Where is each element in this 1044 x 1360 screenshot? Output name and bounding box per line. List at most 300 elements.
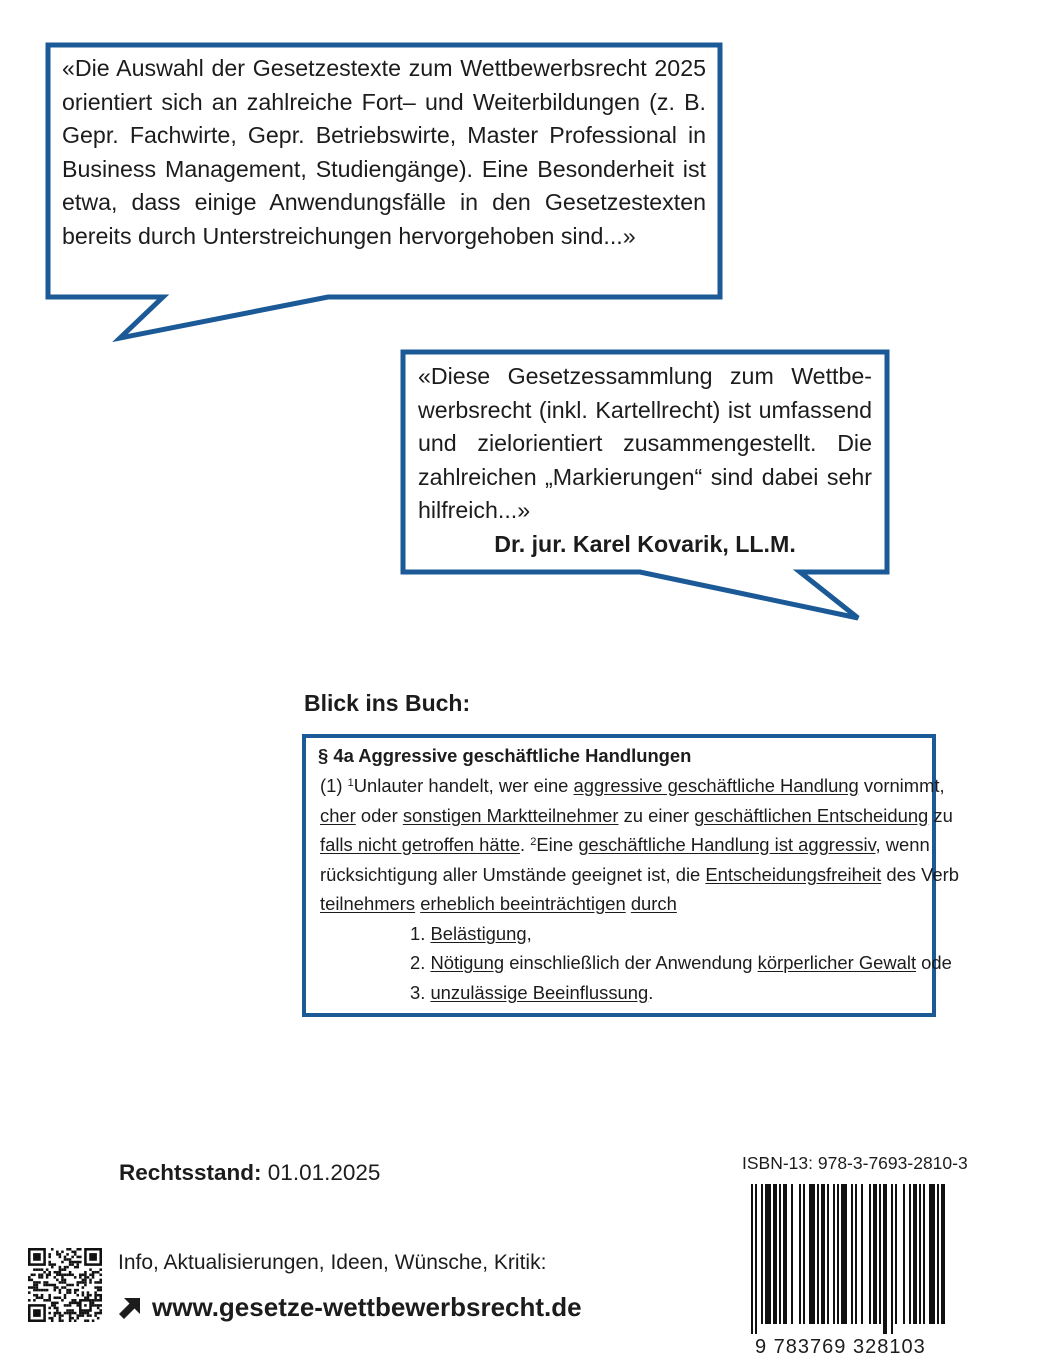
excerpt-line xyxy=(320,771,945,801)
qr-module xyxy=(38,1274,41,1277)
qr-module xyxy=(64,1256,67,1259)
excerpt-line xyxy=(320,860,959,890)
qr-module xyxy=(94,1271,97,1274)
qr-module xyxy=(82,1314,85,1317)
qr-module xyxy=(76,1314,79,1317)
barcode-bar xyxy=(773,1184,777,1324)
barcode-bar xyxy=(755,1184,757,1334)
qr-module xyxy=(64,1296,67,1299)
qr-module xyxy=(46,1268,49,1271)
qr-module xyxy=(46,1274,49,1277)
qr-module xyxy=(69,1248,72,1251)
qr-module xyxy=(48,1299,51,1302)
qr-module xyxy=(71,1263,74,1266)
qr-module xyxy=(59,1271,62,1274)
legal-status xyxy=(119,1160,380,1186)
qr-module xyxy=(69,1291,72,1294)
qr-module xyxy=(61,1319,64,1322)
qr-module xyxy=(41,1274,44,1277)
qr-module xyxy=(31,1279,34,1282)
qr-module xyxy=(28,1291,31,1294)
qr-module xyxy=(99,1279,102,1282)
qr-module xyxy=(99,1299,102,1302)
underlined-phrase: Entscheidungsfreiheit xyxy=(705,864,882,885)
qr-module xyxy=(74,1266,77,1269)
underlined-phrase: perlicher Gewalt xyxy=(783,952,917,973)
qr-module xyxy=(89,1253,97,1261)
qr-module xyxy=(59,1256,62,1259)
qr-module xyxy=(48,1271,51,1274)
qr-module xyxy=(64,1286,67,1289)
barcode-bar xyxy=(837,1184,839,1324)
review-quote-2-text: «Diese Gesetzessammlung zum Wettbewerbsrecht (inkl. Kartellrecht) ist umfassend und zielorientiert zusammengestellt. Die zahlreichen „Markierungen“ sind dabei sehr hilfreich...» xyxy=(418,363,872,523)
qr-module xyxy=(79,1248,82,1251)
qr-module xyxy=(41,1276,44,1279)
qr-module xyxy=(54,1284,57,1287)
qr-module xyxy=(43,1299,46,1302)
qr-module xyxy=(74,1251,77,1254)
qr-module xyxy=(89,1281,92,1284)
excerpt-line xyxy=(320,889,677,919)
qr-module xyxy=(31,1274,34,1277)
book-preview-title: Blick ins Buch: xyxy=(304,690,471,716)
qr-module xyxy=(36,1286,39,1289)
qr-module xyxy=(94,1304,97,1307)
qr-module xyxy=(28,1286,31,1289)
qr-module xyxy=(54,1263,57,1266)
qr-module xyxy=(59,1296,62,1299)
qr-module xyxy=(99,1304,102,1307)
qr-module xyxy=(54,1276,57,1279)
qr-module xyxy=(99,1312,102,1315)
qr-module xyxy=(38,1268,41,1271)
isbn-barcode xyxy=(749,1184,949,1334)
text-segment: oder xyxy=(355,805,403,826)
qr-module xyxy=(56,1309,59,1312)
qr-module xyxy=(56,1279,59,1282)
qr-module xyxy=(48,1256,51,1259)
excerpt-list-item xyxy=(410,919,532,949)
qr-module xyxy=(54,1312,57,1315)
qr-module xyxy=(66,1291,69,1294)
qr-module xyxy=(33,1286,36,1289)
qr-module xyxy=(84,1276,87,1279)
qr-module xyxy=(71,1274,74,1277)
qr-module xyxy=(59,1312,62,1315)
underlined-phrase: cher xyxy=(320,805,356,826)
qr-module xyxy=(84,1304,87,1307)
qr-module xyxy=(71,1302,74,1305)
qr-module xyxy=(94,1291,97,1294)
qr-module xyxy=(84,1312,87,1315)
qr-module xyxy=(59,1314,62,1317)
qr-module xyxy=(84,1281,87,1284)
barcode-bar xyxy=(913,1184,917,1324)
qr-module xyxy=(74,1312,77,1315)
qr-module xyxy=(99,1289,102,1292)
qr-module xyxy=(48,1263,51,1266)
qr-module xyxy=(59,1317,62,1320)
qr-module xyxy=(97,1286,100,1289)
qr-module xyxy=(76,1256,79,1259)
qr-module xyxy=(94,1281,97,1284)
text-segment: rücksichtigung aller Umstände geeignet ist, die xyxy=(320,864,706,885)
website-link[interactable] xyxy=(118,1292,582,1323)
qr-module xyxy=(74,1289,77,1292)
qr-module xyxy=(89,1268,92,1271)
text-segment: zu xyxy=(928,805,953,826)
barcode-bar xyxy=(827,1184,829,1324)
underlined-phrase: Nötigung xyxy=(430,952,505,973)
qr-module xyxy=(76,1281,79,1284)
qr-module xyxy=(69,1317,72,1320)
barcode-bar xyxy=(817,1184,819,1324)
qr-module xyxy=(97,1271,100,1274)
barcode-bar xyxy=(799,1184,801,1324)
qr-module xyxy=(76,1304,79,1307)
qr-module xyxy=(33,1268,36,1271)
qr-module xyxy=(97,1294,100,1297)
qr-module xyxy=(48,1312,51,1315)
qr-module xyxy=(79,1256,82,1259)
qr-module xyxy=(79,1314,82,1317)
text-segment: . xyxy=(520,834,531,855)
qr-module xyxy=(69,1319,72,1322)
qr-module xyxy=(87,1319,90,1322)
qr-module xyxy=(71,1261,74,1264)
qr-module xyxy=(74,1299,77,1302)
book-excerpt-box xyxy=(302,734,959,1017)
qr-module xyxy=(97,1317,100,1320)
qr-module xyxy=(56,1253,59,1256)
qr-module xyxy=(94,1312,97,1315)
barcode-bar xyxy=(851,1184,853,1324)
qr-module xyxy=(92,1276,95,1279)
qr-module xyxy=(43,1284,46,1287)
qr-module xyxy=(48,1253,51,1256)
qr-module xyxy=(54,1307,57,1310)
qr-module xyxy=(33,1284,36,1287)
barcode-bar xyxy=(861,1184,863,1324)
qr-module xyxy=(97,1299,100,1302)
qr-module xyxy=(76,1294,79,1297)
qr-module xyxy=(92,1304,95,1307)
qr-module xyxy=(92,1271,95,1274)
qr-module xyxy=(41,1289,44,1292)
qr-module xyxy=(48,1261,51,1264)
qr-module xyxy=(89,1314,92,1317)
qr-module xyxy=(74,1302,77,1305)
qr-module xyxy=(46,1281,49,1284)
qr-module xyxy=(64,1281,67,1284)
qr-module xyxy=(51,1302,54,1305)
qr-module xyxy=(59,1281,62,1284)
qr-module xyxy=(33,1274,36,1277)
qr-module xyxy=(71,1312,74,1315)
qr-module xyxy=(71,1256,74,1259)
qr-module xyxy=(97,1312,100,1315)
legal-status-label: Rechtsstand: xyxy=(119,1160,262,1185)
barcode-bar xyxy=(821,1184,825,1324)
qr-module xyxy=(48,1274,51,1277)
underlined-phrase: kör xyxy=(757,952,784,973)
qr-module xyxy=(59,1268,62,1271)
qr-module xyxy=(61,1314,64,1317)
qr-module xyxy=(64,1304,67,1307)
qr-module xyxy=(61,1286,64,1289)
qr-module xyxy=(69,1263,72,1266)
qr-module xyxy=(69,1302,72,1305)
qr-module xyxy=(97,1307,100,1310)
qr-module xyxy=(92,1299,95,1302)
qr-module xyxy=(28,1276,31,1279)
qr-module xyxy=(71,1309,74,1312)
qr-module xyxy=(84,1296,87,1299)
qr-module xyxy=(99,1296,102,1299)
qr-module xyxy=(61,1276,64,1279)
legal-status-date: 01.01.2025 xyxy=(267,1160,381,1185)
qr-module xyxy=(41,1294,44,1297)
qr-module xyxy=(66,1284,69,1287)
text-segment: einschließlich der Anwendung xyxy=(504,952,758,973)
underlined-phrase: durch xyxy=(630,893,677,914)
qr-module xyxy=(64,1279,67,1282)
excerpt-heading: § 4a Aggressive geschäftliche Handlungen xyxy=(318,745,692,766)
qr-module xyxy=(87,1314,90,1317)
excerpt-line xyxy=(320,801,953,831)
qr-module xyxy=(87,1276,90,1279)
text-segment: zu einer xyxy=(618,805,695,826)
qr-module xyxy=(87,1312,90,1315)
qr-module xyxy=(76,1263,79,1266)
excerpt-list-item xyxy=(410,948,952,978)
text-segment: 1. xyxy=(410,923,431,944)
qr-module xyxy=(79,1274,82,1277)
qr-module xyxy=(36,1281,39,1284)
qr-module xyxy=(36,1284,39,1287)
text-segment: ode xyxy=(916,952,952,973)
qr-module xyxy=(76,1248,79,1251)
qr-module xyxy=(28,1299,31,1302)
qr-module xyxy=(56,1251,59,1254)
qr-module xyxy=(89,1274,92,1277)
underlined-phrase: aggressive geschäftliche Handlung xyxy=(573,775,859,796)
underlined-phrase: falls nicht getroffen hätte xyxy=(320,834,521,855)
qr-module xyxy=(46,1284,49,1287)
barcode-digits: 9 783769 328103 xyxy=(755,1336,926,1358)
qr-module xyxy=(36,1296,39,1299)
qr-module xyxy=(94,1296,97,1299)
qr-module xyxy=(59,1319,62,1322)
qr-module xyxy=(69,1261,72,1264)
qr-module xyxy=(76,1261,79,1264)
qr-module xyxy=(84,1279,87,1282)
text-segment: Eine xyxy=(536,834,579,855)
qr-module xyxy=(33,1294,36,1297)
qr-module xyxy=(69,1314,72,1317)
qr-module xyxy=(33,1299,36,1302)
qr-module xyxy=(46,1276,49,1279)
qr-module xyxy=(87,1291,90,1294)
qr-module xyxy=(74,1276,77,1279)
qr-module xyxy=(59,1253,62,1256)
qr-module xyxy=(99,1274,102,1277)
qr-module xyxy=(43,1289,46,1292)
barcode-bar xyxy=(929,1184,935,1324)
arrow-up-right-icon xyxy=(118,1296,142,1320)
qr-module xyxy=(97,1304,100,1307)
barcode-bar xyxy=(841,1184,847,1324)
barcode-bar xyxy=(765,1184,771,1324)
barcode-bar xyxy=(803,1184,805,1324)
barcode-bar xyxy=(909,1184,911,1324)
underlined-phrase: erheblich beeinträchtigen xyxy=(420,893,626,914)
qr-module xyxy=(54,1314,57,1317)
qr-module xyxy=(82,1291,85,1294)
barcode-bar xyxy=(855,1184,857,1324)
excerpt-list-item xyxy=(410,978,653,1008)
qr-module xyxy=(38,1296,41,1299)
qr-module xyxy=(59,1289,62,1292)
text-segment: des Verb xyxy=(881,864,959,885)
qr-module xyxy=(51,1319,54,1322)
qr-module xyxy=(56,1312,59,1315)
qr-module xyxy=(76,1266,79,1269)
qr-module xyxy=(61,1281,64,1284)
qr-module xyxy=(74,1253,77,1256)
qr-module xyxy=(79,1312,82,1315)
qr-module xyxy=(43,1271,46,1274)
qr-module xyxy=(87,1294,90,1297)
qr-module xyxy=(79,1276,82,1279)
qr-module xyxy=(84,1274,87,1277)
qr-module xyxy=(66,1289,69,1292)
qr-module xyxy=(84,1271,87,1274)
barcode-bar xyxy=(891,1184,893,1334)
review-quote-2 xyxy=(418,360,872,561)
qr-module xyxy=(71,1317,74,1320)
qr-module xyxy=(33,1309,41,1317)
barcode-bar xyxy=(751,1184,753,1334)
qr-module xyxy=(69,1271,72,1274)
qr-module xyxy=(82,1274,85,1277)
text-segment: 2. xyxy=(410,952,431,973)
barcode-bar xyxy=(941,1184,945,1324)
qr-module xyxy=(69,1258,72,1261)
barcode-bar xyxy=(923,1184,925,1324)
barcode-bar xyxy=(937,1184,939,1324)
qr-module xyxy=(99,1309,102,1312)
barcode-bar xyxy=(919,1184,921,1324)
isbn-label: ISBN-13: 978-3-7693-2810-3 xyxy=(742,1153,968,1173)
qr-module xyxy=(76,1284,79,1287)
review-quote-2-author: Dr. jur. Karel Kovarik, LL.M. xyxy=(494,530,796,557)
underlined-phrase: teilnehmers xyxy=(320,893,416,914)
qr-module xyxy=(36,1289,39,1292)
qr-module xyxy=(61,1299,64,1302)
qr-module xyxy=(33,1281,36,1284)
qr-module xyxy=(66,1274,69,1277)
qr-module xyxy=(38,1281,41,1284)
qr-module xyxy=(84,1284,87,1287)
qr-module xyxy=(48,1296,51,1299)
qr-module xyxy=(61,1268,64,1271)
qr-module xyxy=(64,1258,67,1261)
qr-module xyxy=(66,1304,69,1307)
qr-module xyxy=(54,1302,57,1305)
qr-module xyxy=(54,1289,57,1292)
qr-module xyxy=(46,1299,49,1302)
sentence-number: 1 xyxy=(347,777,354,789)
qr-module xyxy=(48,1294,51,1297)
qr-module xyxy=(74,1319,77,1322)
qr-module xyxy=(51,1304,54,1307)
qr-module xyxy=(76,1289,79,1292)
qr-code-icon[interactable] xyxy=(28,1248,102,1322)
barcode-bar xyxy=(895,1184,897,1324)
qr-module xyxy=(97,1281,100,1284)
qr-module xyxy=(87,1296,90,1299)
qr-module xyxy=(56,1307,59,1310)
qr-module xyxy=(99,1268,102,1271)
qr-module xyxy=(46,1289,49,1292)
qr-module xyxy=(94,1314,97,1317)
qr-module xyxy=(69,1289,72,1292)
qr-module xyxy=(69,1309,72,1312)
qr-module xyxy=(69,1312,72,1315)
qr-module xyxy=(64,1266,67,1269)
underlined-phrase: Belästigung xyxy=(430,923,527,944)
qr-module xyxy=(76,1302,79,1305)
qr-module xyxy=(69,1284,72,1287)
qr-module xyxy=(79,1261,82,1264)
qr-module xyxy=(89,1294,92,1297)
barcode-bar xyxy=(761,1184,763,1324)
barcode-bar xyxy=(879,1184,881,1324)
underlined-phrase: geschäftlichen Entscheidung xyxy=(694,805,929,826)
qr-module xyxy=(41,1268,44,1271)
qr-module xyxy=(92,1319,95,1322)
text-segment: . xyxy=(648,982,654,1003)
qr-module xyxy=(64,1268,67,1271)
qr-module xyxy=(99,1294,102,1297)
qr-module xyxy=(33,1253,41,1261)
qr-module xyxy=(59,1291,62,1294)
barcode-bar xyxy=(783,1184,787,1324)
qr-module xyxy=(64,1274,67,1277)
qr-module xyxy=(66,1312,69,1315)
website-url[interactable]: www.gesetze-wettbewerbsrecht.de xyxy=(152,1292,582,1322)
qr-module xyxy=(94,1286,97,1289)
qr-module xyxy=(56,1274,59,1277)
qr-module xyxy=(61,1261,64,1264)
qr-module xyxy=(66,1253,69,1256)
barcode-bar xyxy=(883,1184,887,1334)
barcode-bar xyxy=(809,1184,815,1324)
qr-module xyxy=(89,1279,92,1282)
qr-module xyxy=(36,1294,39,1297)
qr-module xyxy=(54,1296,57,1299)
text-segment: , wenn xyxy=(875,834,930,855)
qr-module xyxy=(48,1317,51,1320)
underlined-phrase: unzulässige Beeinflussung xyxy=(430,982,649,1003)
underlined-phrase: sonstigen Marktteilnehmer xyxy=(402,805,619,826)
qr-module xyxy=(43,1281,46,1284)
qr-module xyxy=(66,1266,69,1269)
qr-module xyxy=(74,1291,77,1294)
qr-module xyxy=(56,1286,59,1289)
barcode-bar xyxy=(903,1184,905,1324)
